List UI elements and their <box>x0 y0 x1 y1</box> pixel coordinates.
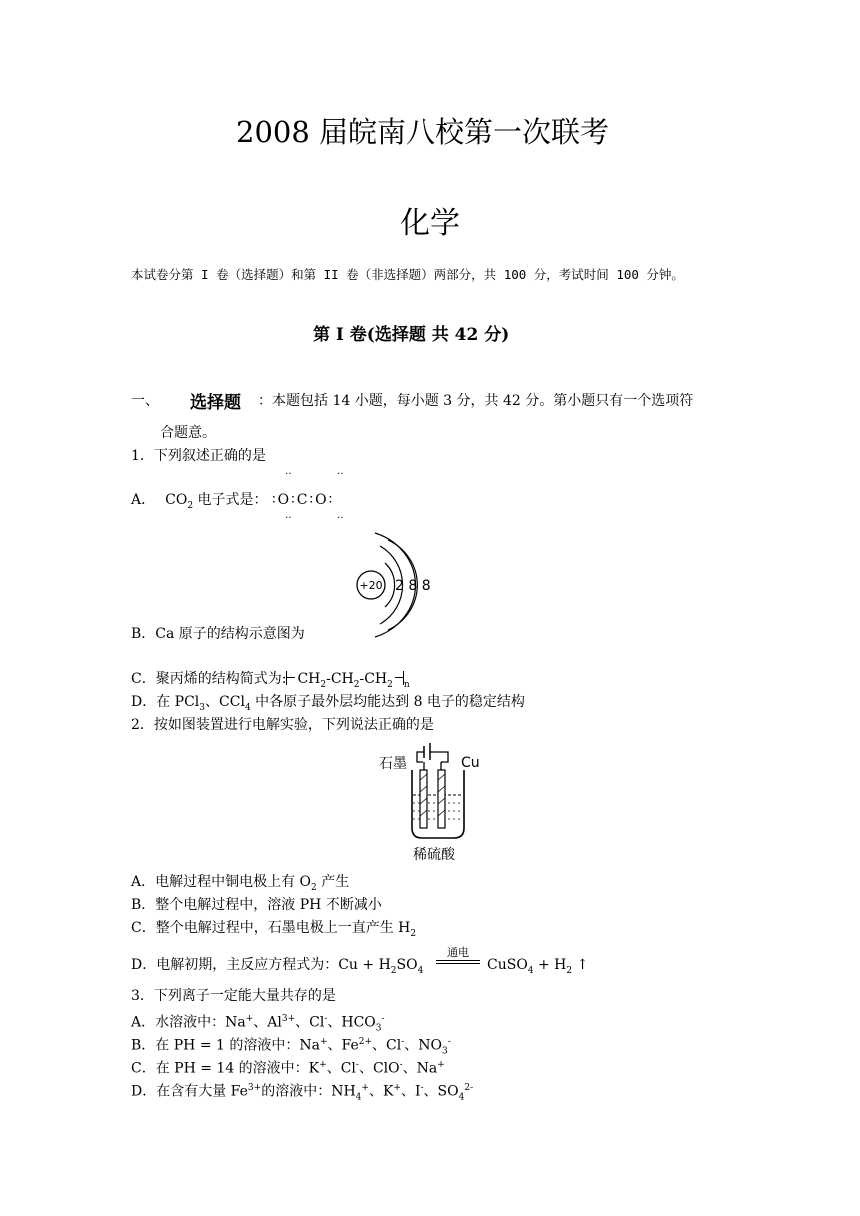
option-3a: A．水溶液中：Na+、$Al^{3+}$、Cl-、$HCO_3^-$ <box>131 1014 385 1034</box>
nucleus-charge: +20 <box>359 579 383 592</box>
section-title: 第 I 卷(选择题 共 42 分) <box>313 325 510 345</box>
electron-shells: 2 8 8 <box>395 578 431 594</box>
label-acid: 稀硫酸 <box>413 847 455 863</box>
option-1a: A． $CO_2$ 电子式是： <box>131 492 268 511</box>
question-3-stem: 3．下列离子一定能大量共存的是 <box>131 988 336 1004</box>
dots: ‥ <box>337 510 344 521</box>
page-title: 2008 届皖南八校第一次联考 <box>236 115 610 149</box>
option-2a: A．电解过程中铜电极上有 $O_2$ 产生 <box>131 874 350 893</box>
label-graphite: 石墨 <box>379 756 407 772</box>
option-1c: C．聚丙烯的结构简式为: $CH_2-CH_2-CH_2$ $_n$ <box>131 671 410 690</box>
question-2-stem: 2．按如图装置进行电解实验，下列说法正确的是 <box>131 717 434 733</box>
equation-products: CuSO$_4$ + $H_2$ ↑ <box>487 957 589 976</box>
exam-note: 本试卷分第 I 卷（选择题）和第 II 卷（非选择题）两部分，共 100 分，考试时间 100 分钟。 <box>131 267 684 282</box>
option-3d: D．在含有大量 $Fe^{3+}$的溶液中：$NH_4^+$、K+、I-、$SO_4^{2-}$ <box>131 1083 474 1103</box>
equation-line-top <box>436 960 480 961</box>
option-3c: C．在 PH = 14 的溶液中：K+、Cl-、ClO-、Na+ <box>131 1060 445 1077</box>
reaction-condition: 通电 <box>447 946 469 959</box>
section-name: 选择题 <box>190 393 241 413</box>
electrolysis-apparatus <box>375 740 485 865</box>
option-3b: B．在 PH = 1 的溶液中：Na+、$Fe^{2+}$、Cl-、$NO_3^-$ <box>131 1037 451 1057</box>
shell-arc-1 <box>385 563 395 607</box>
equation-line-bottom <box>436 963 480 964</box>
section-desc: ：本题包括 14 小题，每小题 3 分，共 42 分。第小题只有一个选项符 <box>258 393 694 409</box>
section-desc-cont: 合题意。 <box>160 425 216 441</box>
option-2b: B．整个电解过程中，溶液 PH 不断减小 <box>131 897 382 913</box>
dots: ‥ <box>337 466 344 477</box>
option-2d: D．电解初期，主反应方程式为：$Cu + H_2SO_4$ <box>131 957 424 976</box>
section-number: 一、 <box>131 393 159 409</box>
option-2c: C．整个电解过程中，石墨电极上一直产生 $H_2$ <box>131 920 417 939</box>
question-1-stem: 1．下列叙述正确的是 <box>131 448 266 464</box>
dots: ‥ <box>285 466 292 477</box>
dots: ‥ <box>285 510 292 521</box>
subject-title: 化学 <box>400 206 460 241</box>
label-cu: Cu <box>461 755 480 771</box>
option-1b: B．Ca 原子的结构示意图为 <box>131 626 305 642</box>
co2-electron-formula: ∶O∶C∶O∶ <box>272 492 335 508</box>
option-1d: D．在 PCl$_3$、CCl$_4$ 中各原子最外层均能达到 8 电子的稳定结构 <box>131 694 525 713</box>
ca-atom-diagram <box>350 530 460 640</box>
